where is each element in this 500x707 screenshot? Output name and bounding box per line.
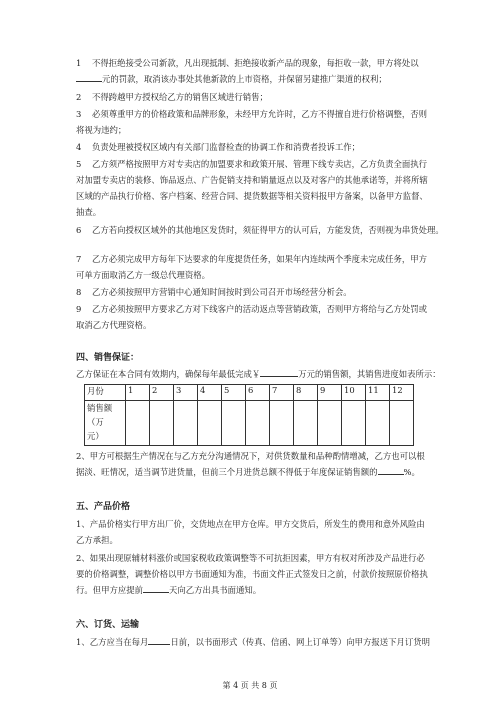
sales-cell [246,401,270,446]
sales-label-line: 销售额 [87,403,113,413]
paragraph [76,368,456,380]
clause-number: 5 [76,159,82,169]
paragraph-part: 天向乙方出具书面通知。 [169,585,262,595]
section-heading: 四、销售保证： [76,353,140,363]
clause-number: 3 [76,109,82,119]
sales-cell [174,401,198,446]
month-cell: 3 [174,385,198,401]
clause-text: 必须尊重甲方的价格政策和品牌形象，未经甲方允许时，乙方不得擅自进行价格调整，否则 [92,109,427,119]
paragraph-part: 行。但甲方应提前 [76,585,143,595]
paragraph-part: 万元的销售额，其销售进度如表所示： [298,369,441,379]
section-heading: 六、订货、运输 [76,620,140,630]
paragraph: 2、如果出现原辅材料涨价或国家税收政策调整等不可抗拒因素，甲方有权对所涉及产品进行必 [76,553,425,563]
sales-cell [270,401,294,446]
clause-number: 2 [76,92,82,102]
month-cell: 6 [246,385,270,401]
paragraph-part: 据淡、旺情况，适当调节进货量，但前三个月进货总额不得低于年度保证销售额的 [76,467,378,477]
clause-number: 7 [76,254,82,264]
sales-label-line: （万 [87,417,104,427]
section-heading: 五、产品价格 [76,502,131,512]
sales-label-line: 元） [87,431,104,441]
table-row [85,385,414,401]
clause-text: 将视为违约； [76,125,127,135]
month-cell: 5 [222,385,246,401]
paragraph-part: 日前，以书面形式（传真、信函、网上订单等）向甲方报送下月订货明 [170,637,430,647]
clause-text: 对加盟专卖店的装修、饰品返点、广告促销支持和销量返点以及对客户的其他承诺等，并将所辖 [76,175,428,185]
clause-text: 负责处理被授权区域内有关部门监督检查的协调工作和消费者投诉工作； [92,142,360,152]
sales-cell [198,401,222,446]
fill-blank [148,644,170,645]
month-cell: 9 [318,385,342,401]
clause-text: 乙方必须按照甲方要求乙方对下线客户的活动返点等营销政策，否则甲方将给与乙方处罚或 [92,304,427,314]
clause-text: 区域的产品执行价格、客户档案、经营合同、提货数据等相关资料报甲方备案，以备甲方监督、 [76,191,428,201]
clause-text [76,73,456,85]
clause-number: 4 [76,142,82,152]
paragraph: 乙方承担。 [76,535,118,545]
paragraph-part: 1、乙方应当在每月 [76,637,149,647]
paragraph: 2、甲方可根据生产情况在与乙方充分沟通情况下，对供货数量和品种酌情增减，乙方也可以根 [76,451,425,461]
fill-blank [378,474,404,475]
month-cell: 12 [390,385,414,401]
clause-text: 不得跨越甲方授权给乙方的销售区域进行销售； [92,92,268,102]
clause-number: 1 [76,58,82,68]
month-cell: 8 [294,385,318,401]
clause-text: 乙方须严格按照甲方对专卖店的加盟要求和政策开展、管理下线专卖店，乙方负责全面执行 [92,159,427,169]
sales-cell [318,401,342,446]
paragraph-part: 乙方保证在本合同有效期内，确保每年最低完成￥ [76,369,261,379]
fill-blank [143,592,169,593]
paragraph: 要的价格调整，调整价格以甲方书面通知为准，书面文件正式签发日之前，付款价按照原价格执 [76,569,428,579]
sales-cell [390,401,414,446]
clause-number: 9 [76,304,82,314]
clause-number: 6 [76,225,82,235]
page-number-footer: 第 4 页 共 8 页 [222,681,278,690]
sales-cell [126,401,150,446]
sales-cell [294,401,318,446]
sales-cell [342,401,366,446]
month-cell: 7 [270,385,294,401]
sales-cell [150,401,174,446]
paragraph-part: %。 [403,467,420,477]
month-cell: 4 [198,385,222,401]
fill-blank [260,376,298,377]
sales-cell [222,401,246,446]
month-cell: 2 [150,385,174,401]
paragraph: 1、产品价格实行甲方出厂价，交货地点在甲方仓库。甲方交货后，所发生的费用和意外风险由 [76,519,425,529]
table-row [85,401,414,446]
clause-text: 乙方必须按照甲方营销中心通知时间按时到公司召开市场经营分析会。 [92,287,352,297]
fill-blank [76,81,102,82]
clause-text: 抽查。 [76,207,102,217]
clause-text: 乙方必须完成甲方每年下达要求的年度提货任务，如果年内连续两个季度未完成任务，甲方 [92,254,427,264]
sales-cell [366,401,390,446]
clause-text: 取消乙方代理资格。 [76,320,152,330]
paragraph [76,584,456,596]
sales-row-label [85,401,126,446]
clause-text: 不得拒绝接受公司新款，凡出现抵制、拒绝接收新产品的现象，每拒收一款，甲方将处以 [92,58,419,68]
month-cell: 10 [342,385,366,401]
sales-schedule-table [84,384,414,446]
clause-number: 8 [76,287,82,297]
paragraph [76,466,456,478]
paragraph [76,636,456,648]
clause-text: 乙方若向授权区域外的其他地区发货时，须征得甲方的认可后，方能发货，否则视为串货处理。 [92,225,444,235]
month-cell: 11 [366,385,390,401]
clause-text: 可单方面取消乙方一级总代理资格。 [76,270,210,280]
month-cell: 1 [126,385,150,401]
clause-text-part: 元的罚款，取消该办事处其他新款的上市资格，并保留另建推广渠道的权利； [102,74,387,84]
month-header-label: 月份 [85,385,126,401]
